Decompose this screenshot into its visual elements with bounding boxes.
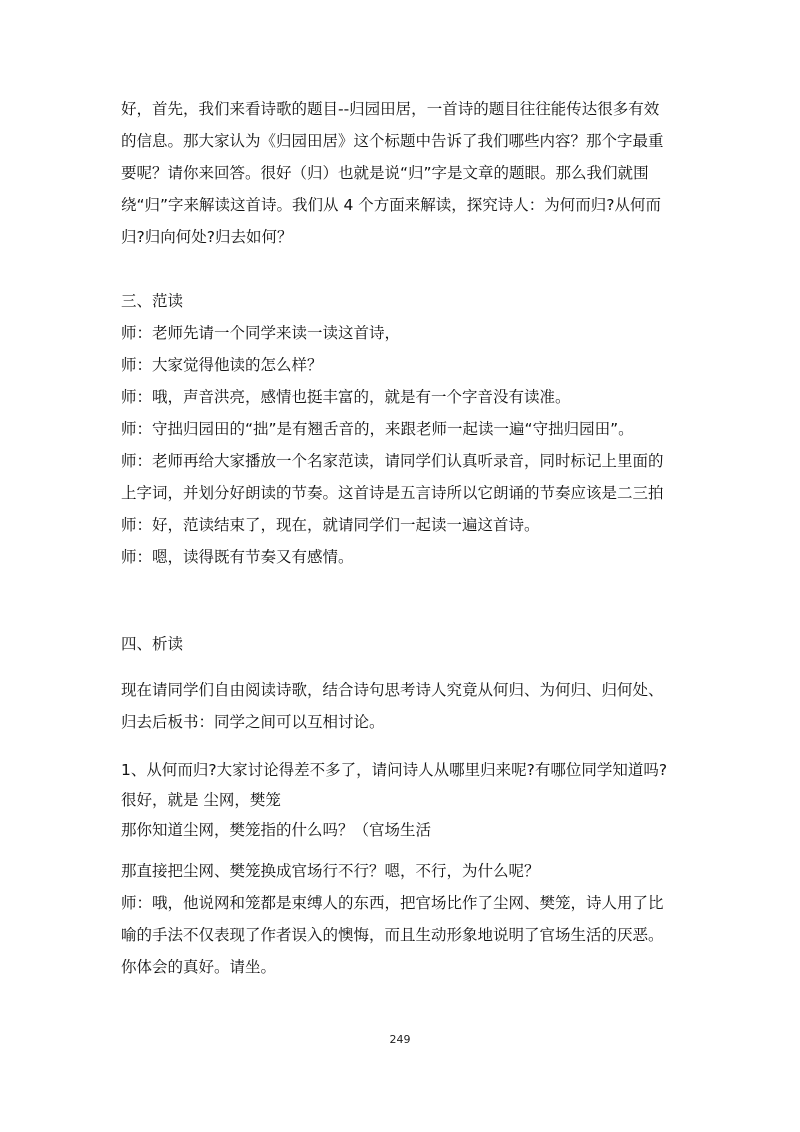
section4-para2-line-1: 1、从何而归?大家讨论得差不多了，请问诗人从哪里归来呢?有哪位同学知道吗?	[121, 761, 668, 779]
section4-para3-line-3: 喻的手法不仅表现了作者误入的懊悔，而且生动形象地说明了官场生活的厌恶。	[121, 926, 664, 944]
section4-para2-line-2: 很好，就是 尘网，樊笼	[121, 791, 281, 809]
section4-para1-line-1: 现在请同学们自由阅读诗歌，结合诗句思考诗人究竟从何归、为何归、归何处、	[121, 681, 664, 699]
section3-line-2: 师：大家觉得他读的怎么样？	[121, 356, 323, 374]
section4-para1-line-2: 归去后板书：同学之间可以互相讨论。	[121, 713, 385, 731]
section3-line-4: 师：守拙归园田的“拙”是有翘舌音的，来跟老师一起读一遍“守拙归园田”。	[121, 420, 634, 438]
section3-line-6: 上字词，并划分好朗读的节奏。这首诗是五言诗所以它朗诵的节奏应该是二三拍	[121, 484, 664, 502]
section3-line-3: 师：哦，声音洪亮，感情也挺丰富的，就是有一个字音没有读准。	[121, 388, 571, 406]
intro-line-1: 好，首先，我们来看诗歌的题目--归园田居，一首诗的题目往往能传达很多有效	[121, 100, 660, 118]
page-number: 249	[389, 1033, 411, 1046]
intro-line-4: 绕“归”字来解读这首诗。我们从 4 个方面来解读，探究诗人：为何而归?从何而	[121, 196, 662, 214]
intro-line-5: 归?归向何处?归去如何？	[121, 228, 293, 246]
section3-line-7: 师：好，范读结束了，现在，就请同学们一起读一遍这首诗。	[121, 516, 540, 534]
section4-para2-line-3: 那你知道尘网，樊笼指的什么吗？（官场生活	[121, 821, 432, 839]
section3-line-1: 师：老师先请一个同学来读一读这首诗，	[121, 324, 401, 342]
section4-para3-line-4: 你体会的真好。请坐。	[121, 958, 277, 976]
section4-heading: 四、析读	[121, 635, 184, 653]
intro-line-2: 的信息。那大家认为《归园田居》这个标题中告诉了我们哪些内容？那个字最重	[121, 132, 664, 150]
intro-line-3: 要呢？请你来回答。很好（归）也就是说“归”字是文章的题眼。那么我们就围	[121, 164, 649, 182]
section3-line-5: 师：老师再给大家播放一个名家范读，请同学们认真听录音，同时标记上里面的	[121, 452, 664, 470]
section3-line-8: 师：嗯，读得既有节奏又有感情。	[121, 548, 354, 566]
section3-heading: 三、范读	[121, 292, 184, 310]
section4-para3-line-2: 师：哦，他说网和笼都是束缚人的东西，把官场比作了尘网、樊笼，诗人用了比	[121, 894, 664, 912]
section4-para3-line-1: 那直接把尘网、樊笼换成官场行不行？嗯，不行，为什么呢？	[121, 862, 540, 880]
